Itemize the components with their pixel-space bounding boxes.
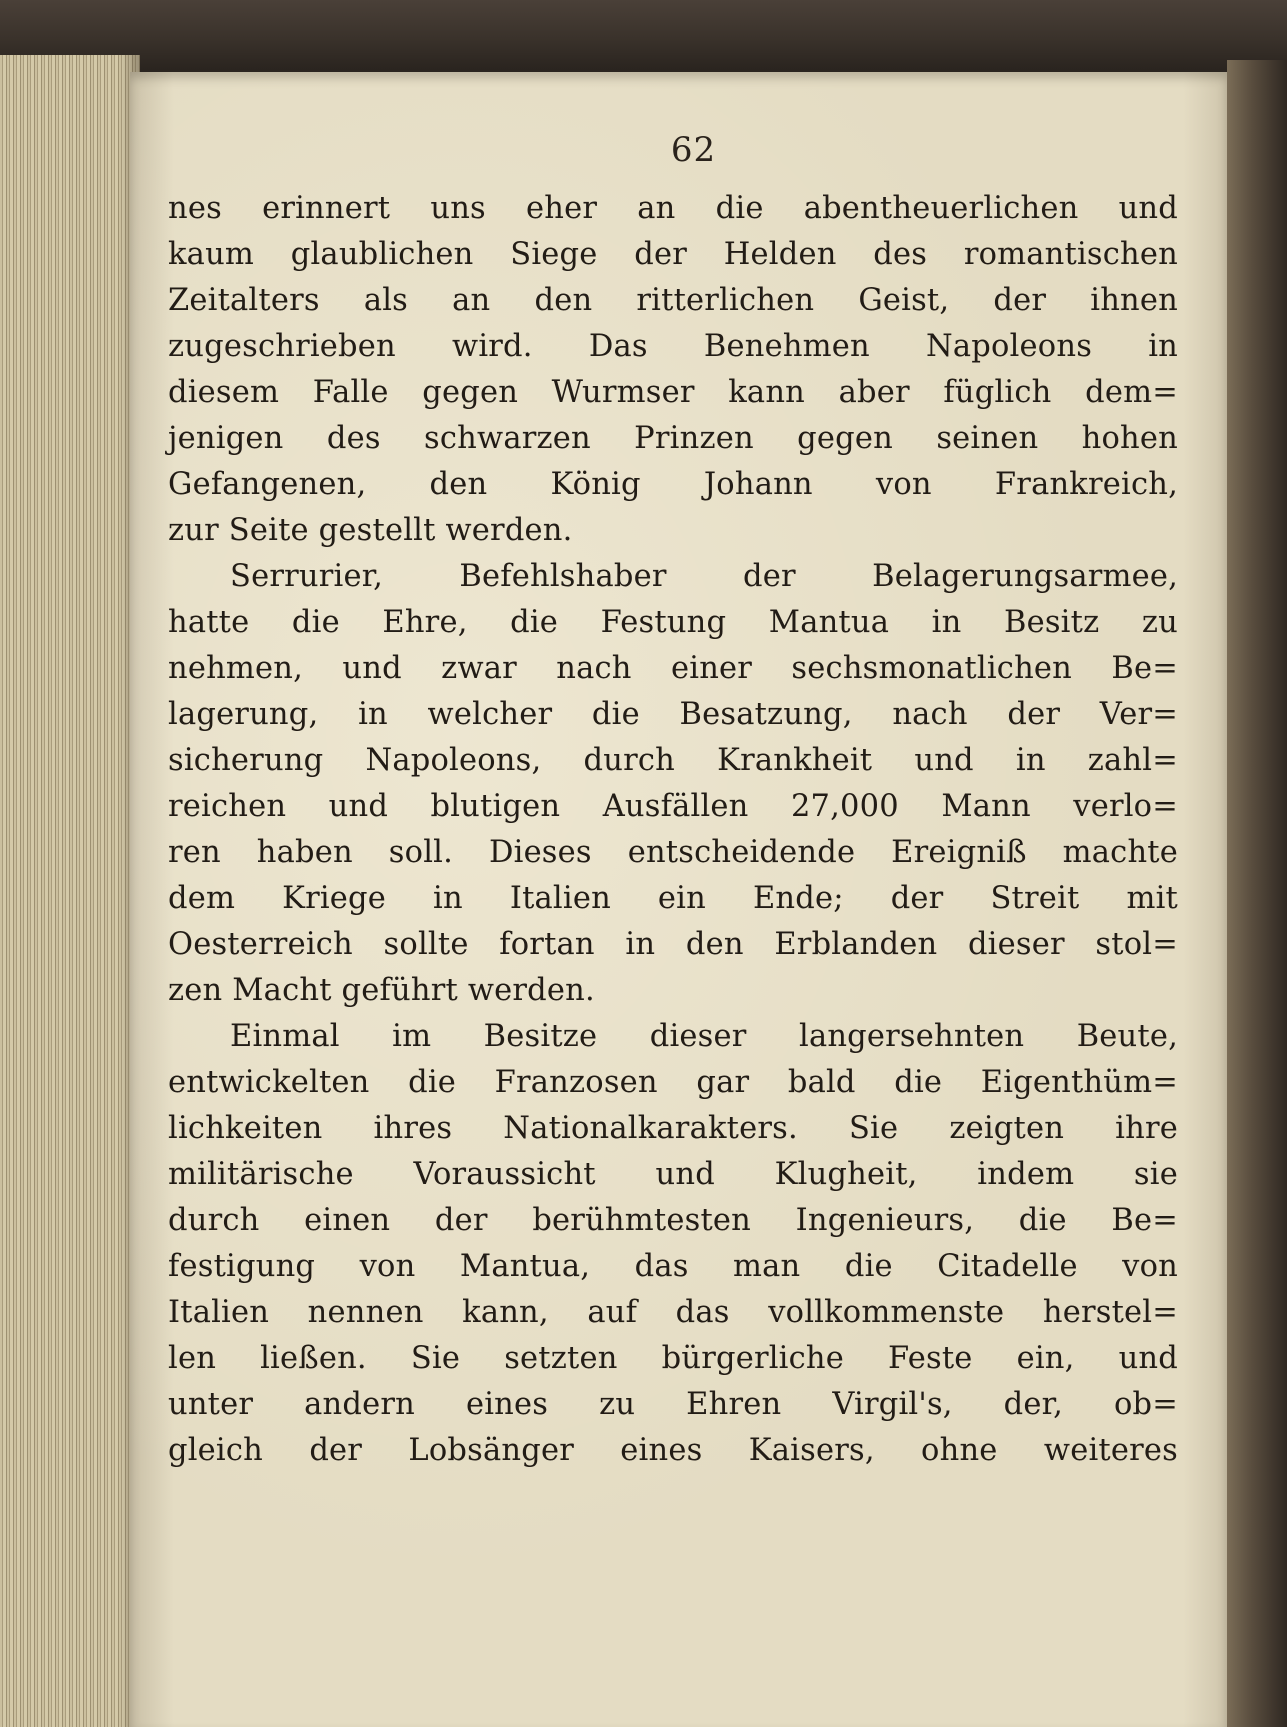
text-line: sicherung Napoleons, durch Krankheit und in zahl= [168,743,1178,778]
text-line: dem Kriege in Italien ein Ende; der Streit mit [168,881,1178,916]
text-line: Oesterreich sollte fortan in den Erblanden dieser stol= [168,927,1178,962]
text-line: jenigen des schwarzen Prinzen gegen seinen hohen [168,421,1178,456]
text-line: durch einen der berühmtesten Ingenieurs, die Be= [168,1203,1178,1238]
text-line: zur Seite gestellt werden. [168,513,573,548]
text-line: kaum glaublichen Siege der Helden des romantischen [168,237,1178,272]
text-line: zugeschrieben wird. Das Benehmen Napoleons in [168,329,1178,364]
text-line: Einmal im Besitze dieser langersehnten Beute, [230,1019,1178,1054]
book-right-edge [1227,60,1287,1727]
text-line: diesem Falle gegen Wurmser kann aber füglich dem= [168,375,1178,410]
text-line: lagerung, in welcher die Besatzung, nach der Ver= [168,697,1178,732]
page-number: 62 [670,130,717,170]
text-line: entwickelten die Franzosen gar bald die Eigenthüm= [168,1065,1178,1100]
text-line: reichen und blutigen Ausfällen 27,000 Mann verlo= [168,789,1178,824]
text-line: Gefangenen, den König Johann von Frankreich, [168,467,1178,502]
text-line: zen Macht geführt werden. [168,973,595,1008]
book-cover-band [0,0,1287,70]
text-line: ren haben soll. Dieses entscheidende Ereigniß machte [168,835,1178,870]
text-line: nehmen, und zwar nach einer sechsmonatlichen Be= [168,651,1178,686]
text-line: unter andern eines zu Ehren Virgil's, der, ob= [168,1387,1178,1422]
text-line: lichkeiten ihres Nationalkarakters. Sie zeigten ihre [168,1111,1178,1146]
text-line: Serrurier, Befehlshaber der Belagerungsarmee, [230,559,1178,594]
text-line: len ließen. Sie setzten bürgerliche Feste ein, und [168,1341,1178,1376]
text-line: Zeitalters als an den ritterlichen Geist, der ihnen [168,283,1178,318]
text-line: festigung von Mantua, das man die Citadelle von [168,1249,1178,1284]
text-line: militärische Voraussicht und Klugheit, indem sie [168,1157,1178,1192]
page-block-edges [0,55,140,1727]
text-line: Italien nennen kann, auf das vollkommenste herstel= [168,1295,1178,1330]
text-line: gleich der Lobsänger eines Kaisers, ohne weiteres [168,1433,1178,1468]
text-line: hatte die Ehre, die Festung Mantua in Besitz zu [168,605,1178,640]
text-line: nes erinnert uns eher an die abentheuerlichen und [168,191,1178,226]
